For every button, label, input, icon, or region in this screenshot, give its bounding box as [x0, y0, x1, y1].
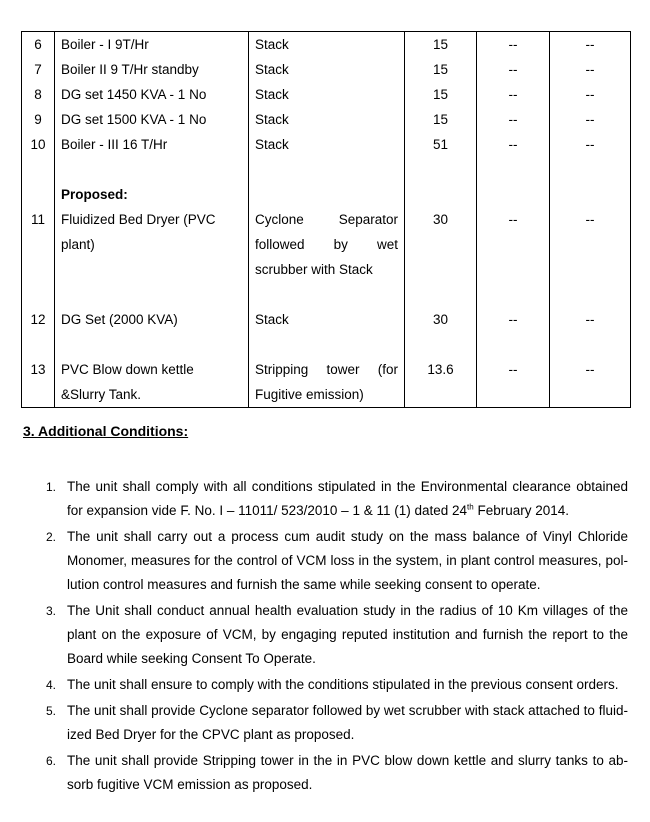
section-title: 3. Additional Conditions: — [23, 423, 189, 439]
col5-cell: -- -- -- -- -- -- -- -- — [477, 32, 550, 408]
table-row — [22, 32, 631, 408]
list-item: 4. The unit shall ensure to comply with the conditions stipulated in the previous consent orders. — [46, 677, 619, 692]
conditions-list — [0, 475, 650, 797]
emission-table — [21, 31, 631, 408]
col6-cell: -- -- -- -- -- -- -- -- — [550, 32, 631, 408]
source-cell: Boiler - I 9T/Hr Boiler II 9 T/Hr standby DG set 1450 KVA - 1 No DG set 1500 KVA - 1 No Boiler - III 16 T/Hr Proposed: Fluidized Bed Dryer (PVC plant) DG Set (2000 KVA) PVC Blow down kettle &Slurry Tank. — [55, 32, 249, 408]
row-number: 6 7 8 9 10 11 12 13 — [22, 32, 55, 408]
list-item: 1. The unit shall comply with all conditions stipulated in the Environmental clearance obtained for expansion vide F. No. I – 11011/ 523/2010 – 1 & 11 (1) dated 24th February 2014. — [46, 479, 628, 518]
height-cell: 15 15 15 15 51 30 30 13.6 — [405, 32, 477, 408]
list-item: 3. The Unit shall conduct annual health evaluation study in the radius of 10 Km villages of the plant on the exposure of VCM, by engaging reputed institution and furnish the report to the Board while seeking Consent To Operate. — [46, 603, 628, 666]
control-cell: Stack Stack Stack Stack Stack Cyclone Separator followed by wet scrubber with Stack Stack Stripping tower (for Fugitive emission) — [249, 32, 405, 408]
list-item: 5. The unit shall provide Cyclone separator followed by wet scrubber with stack attached to fluid-ized Bed Dryer for the CPVC plant as proposed. — [46, 703, 628, 742]
proposed-heading: Proposed: — [61, 187, 128, 202]
list-item: 2. The unit shall carry out a process cum audit study on the mass balance of Vinyl Chloride Monomer, measures for the control of VCM loss in the system, in plant control measures, pol-lution control measures and furnish the same while seeking consent to operate. — [46, 529, 628, 592]
list-item: 6. The unit shall provide Stripping tower in the in PVC blow down kettle and slurry tanks to ab-sorb fugitive VCM emission as proposed. — [46, 753, 628, 792]
